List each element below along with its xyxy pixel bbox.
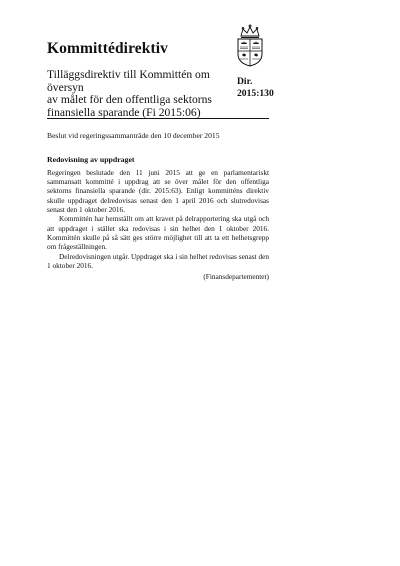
title-line: av målet för den offentliga sektorns [47, 93, 212, 107]
paragraph: Regeringen beslutade den 11 juni 2015 att ge en parlamentariskt sammansatt kommitté i uppdrag att se över målet för den offentliga sektorns finansiella sparande (dir. 2015:63). Enligt kommitténs direktiv skulle uppdraget delredovisas senast den 1 april 2016 och slutredovisas senast den 1 oktober 2016. [47, 167, 269, 214]
title-line: finansiella sparande (Fi 2015:06) [47, 105, 201, 119]
header-divider [47, 118, 269, 119]
body-text [47, 168, 269, 271]
paragraph: Delredovisningen utgår. Uppdraget ska i sin helhet redovisas senast den 1 oktober 2016. [47, 251, 269, 270]
directive-number-block [237, 76, 274, 99]
directive-label: Dir. [237, 76, 253, 87]
directive-number: 2015:130 [237, 87, 274, 99]
section-heading: Redovisning av uppdraget [47, 155, 135, 164]
paragraph: Kommittén har hemställt om att kravet på delrapportering ska utgå och att uppdraget i stället ska redovisas i sin helhet den 1 oktober 2016. Kommittén skulle på så sätt ges större möjlighet till att ta ett helhetsgrepp om frågeställningen. [47, 214, 269, 252]
document-title [47, 69, 232, 119]
decision-line: Beslut vid regeringssammanträde den 10 december 2015 [47, 131, 220, 140]
coat-of-arms-icon [232, 24, 268, 68]
department-signature: (Finansdepartementet) [203, 272, 269, 281]
title-line: Tilläggsdirektiv till Kommittén om översyn [47, 68, 210, 94]
document-type-heading: Kommittédirektiv [47, 40, 168, 57]
